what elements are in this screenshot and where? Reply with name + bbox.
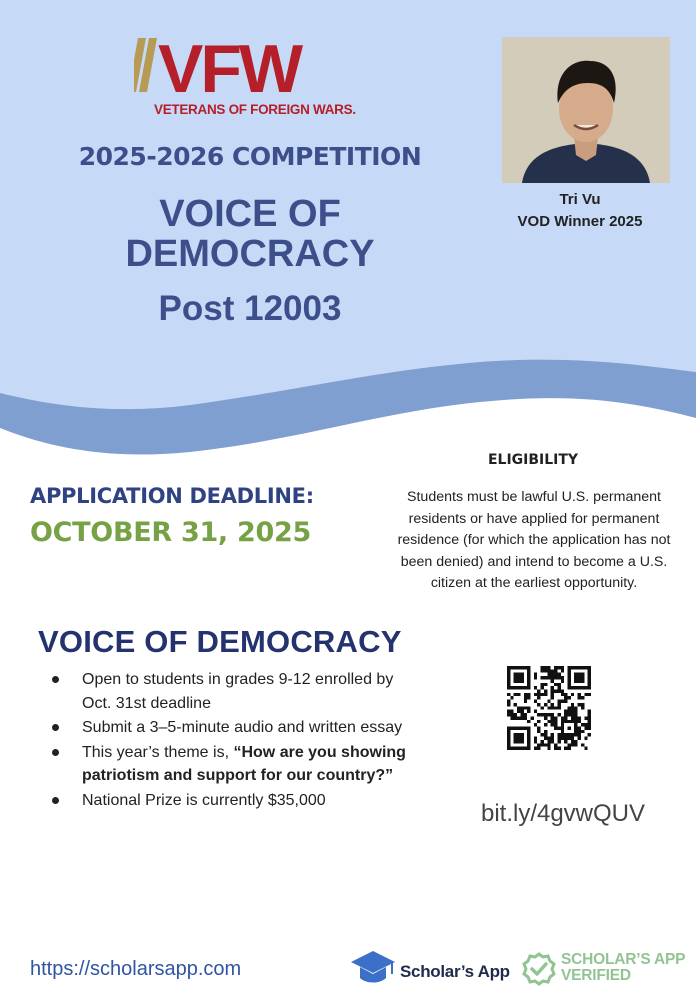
- bullet-icon: [52, 797, 59, 804]
- program-bullet-list: [50, 668, 410, 813]
- scholars-app-brand: Scholar’s App: [400, 962, 510, 981]
- winner-title: VOD Winner 2025: [517, 213, 643, 230]
- qr-code[interactable]: [507, 666, 591, 750]
- bullet-icon: [52, 724, 59, 731]
- page-title: [0, 194, 500, 274]
- graduation-cap-icon: [350, 948, 396, 988]
- program-heading: VOICE OF DEMOCRACY: [38, 624, 402, 659]
- list-item: [50, 789, 410, 813]
- bullet-icon: [52, 676, 59, 683]
- list-item: [50, 741, 410, 788]
- vfw-letters: VFW: [158, 34, 301, 107]
- bullet-text: National Prize is currently $35,000: [82, 791, 326, 809]
- deadline-date: OCTOBER 31, 2025: [30, 517, 311, 548]
- list-item: [50, 668, 410, 715]
- competition-year: 2025-2026 COMPETITION: [78, 142, 422, 171]
- verified-check-icon: [522, 952, 556, 986]
- winner-name: Tri Vu: [559, 191, 601, 208]
- bullet-icon: [52, 749, 59, 756]
- deadline-label: APPLICATION DEADLINE:: [30, 484, 314, 508]
- theme-question: “How are you showing patriotism and support for our country?”: [82, 743, 406, 784]
- winner-photo: [502, 37, 670, 183]
- title-line-2: DEMOCRACY: [125, 233, 375, 275]
- person-portrait-icon: [502, 37, 670, 183]
- vfw-logo: [134, 34, 364, 120]
- short-link[interactable]: bit.ly/4gvwQUV: [480, 800, 646, 827]
- website-link[interactable]: https://scholarsapp.com: [30, 958, 242, 980]
- verified-line-1: SCHOLAR’S APP: [561, 951, 686, 968]
- bullet-text: Submit a 3–5-minute audio and written essay: [82, 719, 403, 736]
- post-number: Post 12003: [158, 289, 342, 328]
- eligibility-title: ELIGIBILITY: [487, 452, 579, 468]
- bullet-text: Open to students in grades 9-12 enrolled by Oct. 31st deadline: [82, 671, 394, 712]
- vfw-tagline: VETERANS OF FOREIGN WARS.: [154, 102, 356, 117]
- bullet-text: This year’s theme is,: [82, 743, 234, 761]
- verified-badge-text: [561, 952, 691, 984]
- list-item: [50, 716, 410, 740]
- qr-code-icon: [507, 666, 591, 750]
- title-line-1: VOICE OF: [159, 193, 341, 235]
- eligibility-text: Students must be lawful U.S. permanent residents or have applied for permanent residence (for which the application has not been denied) and intend to become a U.S. citizen at the earliest opportunity.: [397, 489, 671, 591]
- verified-line-2: VERIFIED: [561, 967, 631, 984]
